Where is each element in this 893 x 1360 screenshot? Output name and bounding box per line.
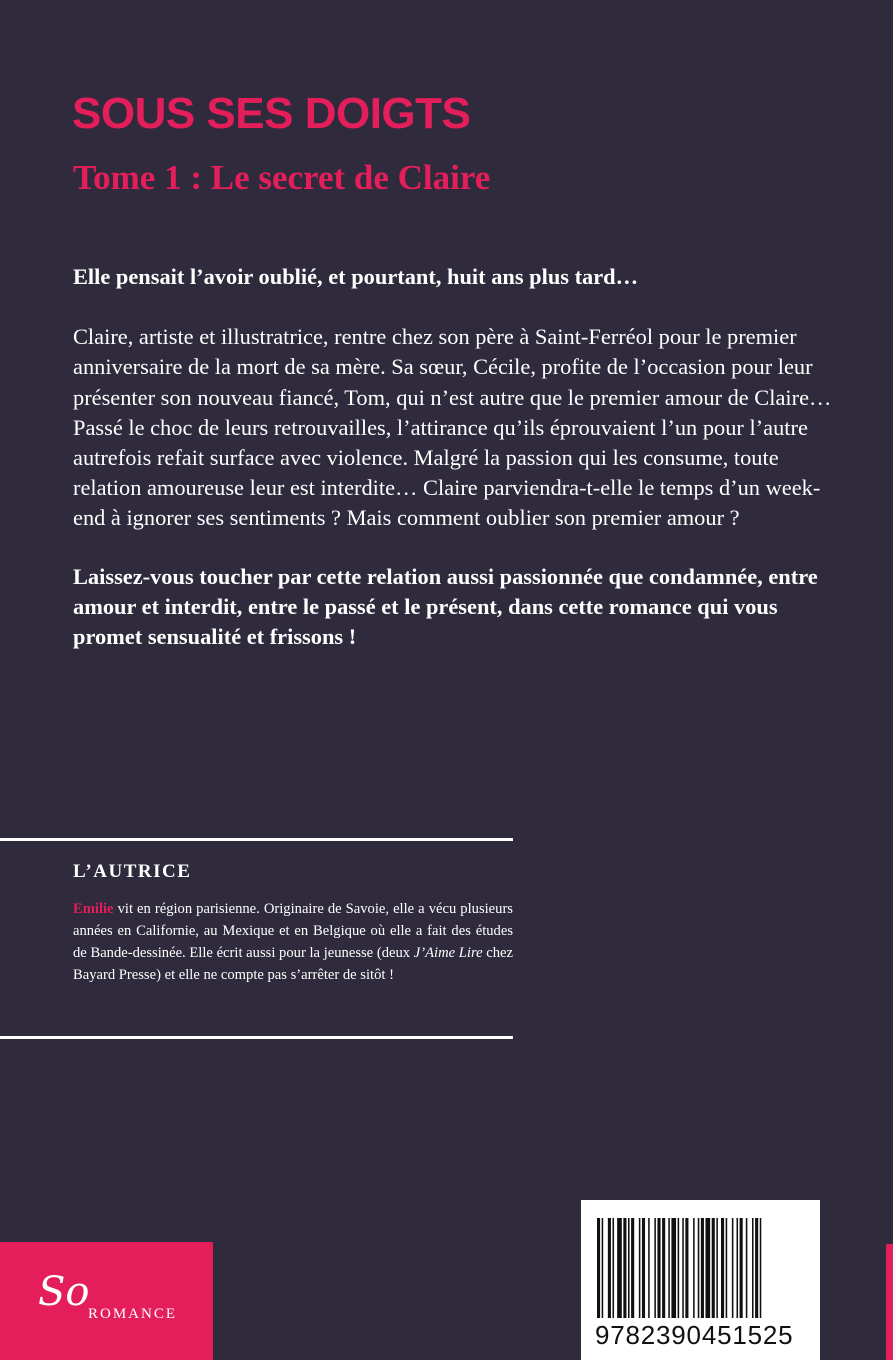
barcode-bar [639, 1218, 641, 1318]
barcode-bar [732, 1218, 734, 1318]
barcode-bar [721, 1218, 724, 1318]
author-bio-italic: J’Aime Lire [413, 945, 483, 961]
barcode-bar [648, 1218, 650, 1318]
barcode-bar [746, 1218, 748, 1318]
author-heading: L’AUTRICE [73, 861, 192, 882]
publisher-logo-text: ROMANCE [88, 1306, 178, 1322]
barcode-bar [654, 1218, 656, 1318]
barcode-bar [685, 1218, 688, 1318]
barcode-bar [671, 1218, 676, 1318]
barcode-bar [597, 1218, 600, 1318]
barcode-bar [682, 1218, 684, 1318]
barcode-bar [706, 1218, 711, 1318]
barcode-bar [712, 1218, 715, 1318]
accent-edge-strip [886, 1244, 893, 1360]
barcode-bar [726, 1218, 728, 1318]
book-title: SOUS SES DOIGTS [72, 89, 471, 138]
barcode-bar [678, 1218, 680, 1318]
barcode-bar [760, 1218, 762, 1318]
barcode-bar [752, 1218, 754, 1318]
barcode-bars [581, 1200, 820, 1322]
barcode-bar [701, 1218, 704, 1318]
publisher-logo-mark: So [38, 1269, 90, 1315]
back-cover-text [73, 262, 833, 652]
barcode-bar [662, 1218, 665, 1318]
tagline: Elle pensait l’avoir oublié, et pourtant, huit ans plus tard… [73, 264, 639, 289]
author-bio-part2: chez Bayard Presse) et elle ne compte pas s’arrêter de sitôt ! [73, 945, 513, 983]
barcode-bar [623, 1218, 626, 1318]
author-name: Emilie [73, 901, 114, 917]
book-subtitle: Tome 1 : Le secret de Claire [73, 158, 491, 197]
synopsis: Claire, artiste et illustratrice, rentre chez son père à Saint-Ferréol pour le premier anniversaire de la mort de sa mère. Sa sœur, Cécile, profite de l’occasion pour leur présenter son nouveau fiancé, Tom, qui n’est autre que le premier amour de Claire… Passé le choc de leurs retrouvailles, l’attirance qu’ils éprouvaient l’un pour l’autre autrefois refait surface avec violence. Malgré la passion qui les consume, toute relation amoureuse leur est interdite… Claire parviendra-t-elle le temps d’un week-end à ignorer ses sentiments ? Mais comment oublier son premier amour ? [73, 324, 832, 531]
publisher-logo [0, 1242, 213, 1360]
barcode-bar [631, 1218, 634, 1318]
barcode-bar [737, 1218, 739, 1318]
barcode-bar [628, 1218, 630, 1318]
divider-bottom [0, 1036, 513, 1039]
barcode-bar [698, 1218, 700, 1318]
barcode-bar [668, 1218, 670, 1318]
barcode [581, 1200, 820, 1360]
author-bio [73, 898, 513, 986]
barcode-bar [602, 1218, 604, 1318]
author-bio-part1: vit en région parisienne. Originaire de Savoie, elle a vécu plusieurs années en Californie, au Mexique et en Belgique où elle a fait des études de Bande-dessinée. Elle écrit aussi pour la jeunesse (deux [73, 901, 513, 961]
barcode-bar [716, 1218, 718, 1318]
pitch: Laissez-vous toucher par cette relation aussi passionnée que condamnée, entre amour et interdit, entre le passé et le présent, dans cette romance qui vous promet sensualité et frissons ! [73, 563, 818, 650]
barcode-bar [657, 1218, 660, 1318]
barcode-bar [608, 1218, 611, 1318]
barcode-bar [693, 1218, 695, 1318]
barcode-bar [617, 1218, 622, 1318]
barcode-bar [613, 1218, 615, 1318]
barcode-bar [755, 1218, 758, 1318]
barcode-bar [740, 1218, 743, 1318]
isbn-number: 9782390451525 [595, 1320, 794, 1350]
divider-top [0, 838, 513, 841]
barcode-bar [642, 1218, 645, 1318]
